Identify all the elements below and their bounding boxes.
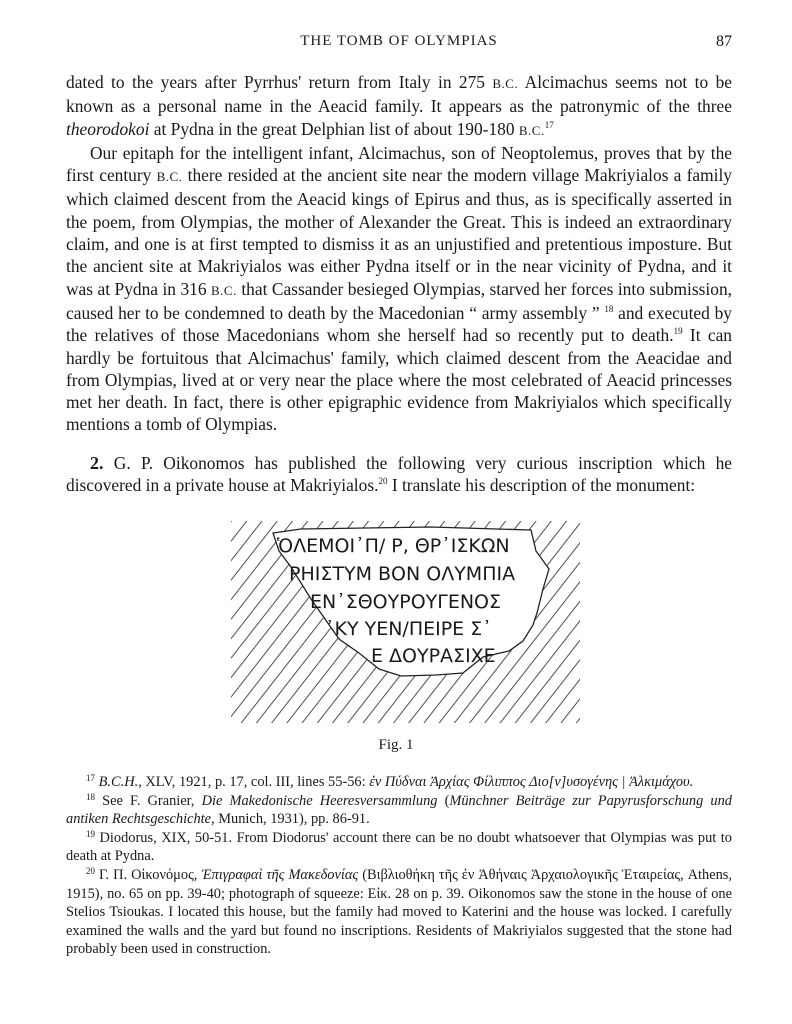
figure-caption: Fig. 1 xyxy=(378,737,414,753)
small-caps-run: B.C. xyxy=(211,282,237,298)
text-run: and executed by the relatives of those Macedonians whom she herself had so recently put to death. xyxy=(66,302,733,346)
text-run: Γ. Π. Οἰκονόμος, xyxy=(95,866,202,883)
text-run: It can hardly be fortuitous that Alcimachus' family, which claimed descent from the Aeacidae and from Olympias, lived at or very near the place where the most celebrated of Aeacid princesses met her death. In fact, there is other epigraphic evidence from Makriyialos which specifically mentions a tomb of Olympias. xyxy=(66,325,732,435)
italic-run: Münchner Beiträge zur Papyrusforschung und antiken Rechtsgeschichte xyxy=(66,792,732,828)
text-run: , Munich, 1931), pp. 86-91. xyxy=(211,811,370,828)
paragraph-section-2 xyxy=(66,452,732,497)
paragraph xyxy=(66,71,732,142)
small-caps-run: B.C. xyxy=(492,76,519,91)
text-run: dated to the years after Pyrrhus' return from Italy in 275 xyxy=(66,72,493,92)
inscription-figure xyxy=(231,521,580,723)
footnote xyxy=(66,829,732,866)
italic-run: Die Makedonische Heeresversammlung xyxy=(201,792,438,809)
text-run: (Βιβλιοθήκη τῆς ἐν Ἀθήναις Ἀρχαιολογικῆς Ἑταιρείας, Athens, 1915), no. 65 on pp. 39-40; photograph of squeeze: Εἰκ. 28 on p. 39. Oikonomos saw the stone in the house of one Stelios Tsioukas. I located this house, but the family had moved to Katerini and the house was locked. I carefully examined the walls and the yard but found no inscriptions. Residents of Makriyialos suggested that the stone had probably been used in construction. xyxy=(66,866,732,958)
text-run: G. P. Oikonomos has published the following very curious inscription which he discovered in a private house at Makriyialos. xyxy=(66,452,732,496)
body-text xyxy=(66,71,732,496)
footnote xyxy=(66,792,732,829)
inscription-line: ΡΗΙΣΤΥΜ ΒΟΝ ΟΛΥΜΠΙΑ xyxy=(289,563,516,585)
section-number: 2. xyxy=(90,452,104,473)
text-run: , XLV, 1921, p. 17, col. III, lines 55-56: xyxy=(138,774,370,790)
text-run: at Pydna in the great Delphian list of about 190-180 xyxy=(149,118,519,139)
italic-run: theorodokoi xyxy=(66,118,150,139)
page-number: 87 xyxy=(716,33,732,50)
footnotes xyxy=(66,773,732,959)
text-run: ( xyxy=(437,792,450,809)
footnote-ref: 17 xyxy=(544,119,554,130)
inscription-line: ΕΝ᾿ΣΘΟΥΡΟΥΓΕΝΟΣ xyxy=(310,591,502,613)
inscription-drawing xyxy=(231,521,580,723)
inscription-line: ὉΛΕΜΟΙ᾿Π/ Ρ, ΘΡ᾿ΙΣΚΩΝ xyxy=(277,535,510,557)
footnote-number: 17 xyxy=(86,773,95,783)
inscription-line: Ε ΔΟΥΡΑΣΙΧΕ xyxy=(371,645,496,667)
small-caps-run: B.C. xyxy=(156,169,183,185)
text-run: there resided at the ancient site near the modern village Makriyialos a family which claimed descent from the Aeacid kings of Epirus and thus, as is specifically asserted in the poem, from Olympias, the mother of Alexander the Great. This is indeed an extraordinary claim, and one is at first tempted to dismiss it as an unjustified and pretentious imposture. But the ancient site at Makriyialos was either Pydna itself or in the near vicinity of Pydna, and it was at Pydna in 316 xyxy=(66,165,733,299)
footnote-number: 18 xyxy=(86,791,95,802)
inscription-line: ᾿ΚΥ ΥΕΝ/ΠΕΙΡΕ Σ᾿ xyxy=(325,618,492,640)
footnote-ref: 20 xyxy=(378,476,388,487)
text-run: Our epitaph for the intelligent infant, Alcimachus, son of Neoptolemus, proves that by the first century xyxy=(66,142,732,186)
footnote xyxy=(66,773,732,792)
small-caps-run: B.C. xyxy=(518,122,545,138)
paragraph xyxy=(66,142,732,436)
italic-run: ἐν Πύδναι Ἀρχίας Φίλιππος Διο[ν]υσογένης | Ἀλκιμάχου. xyxy=(369,774,694,790)
footnote-number: 19 xyxy=(86,828,95,839)
footnote-ref: 19 xyxy=(673,326,683,337)
text-run: See F. Granier, xyxy=(95,792,202,809)
footnote xyxy=(66,866,732,959)
text-run: that Cassander besieged Olympias, starved her forces into submission, caused her to be condemned to death by the Macedonian “ army assembly ” xyxy=(66,278,732,323)
running-title: THE TOMB OF OLYMPIAS xyxy=(300,33,498,49)
italic-run: B.C.H. xyxy=(98,774,139,790)
text-run: Alcimachus seems not to be known as a personal name in the Aeacid family. It appears as the patronymic of the three xyxy=(66,72,732,117)
text-run: Diodorus, XIX, 50-51. From Diodorus' account there can be no doubt whatsoever that Olympias was put to death at Pydna. xyxy=(66,829,732,865)
text-run: I translate his description of the monument: xyxy=(387,475,696,496)
footnote-number: 20 xyxy=(86,865,95,876)
footnote-ref: 18 xyxy=(604,303,614,314)
running-header xyxy=(66,33,732,53)
italic-run: Ἐπιγραφαὶ τῆς Μακεδονίας xyxy=(201,866,359,883)
